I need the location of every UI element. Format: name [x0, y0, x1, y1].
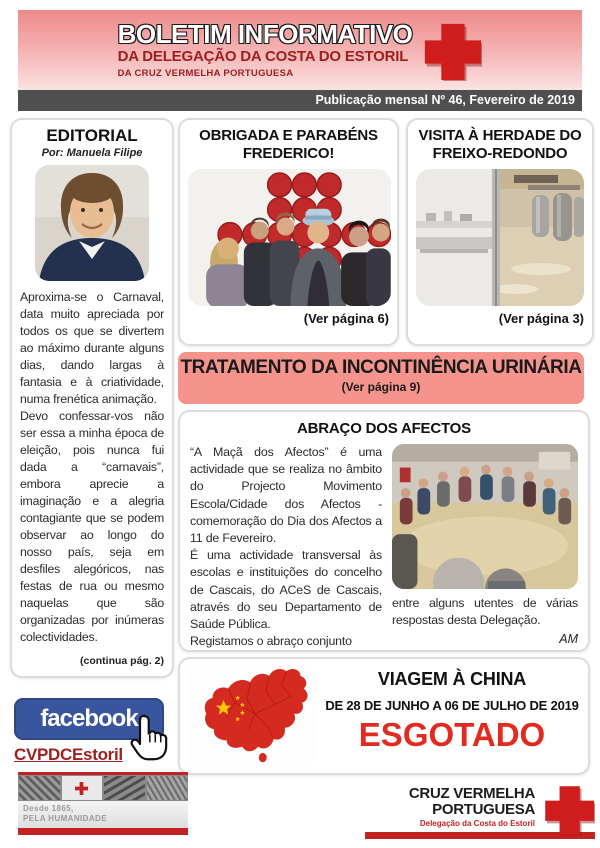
article-card-abraco — [178, 410, 590, 652]
facebook-button[interactable] — [14, 698, 164, 740]
group-photo — [188, 169, 391, 306]
cvp-logo — [365, 786, 595, 839]
masthead-subtitle: DA DELEGAÇÃO DA COSTA DO ESTORIL — [117, 48, 409, 66]
china-trip-dates: DE 28 DE JUNHO A 06 DE JULHO DE 2019 — [325, 698, 579, 713]
masthead-org-line: DA CRUZ VERMELHA PORTUGUESA — [117, 68, 294, 80]
editorial-card — [10, 118, 174, 678]
abraco-paragraph: “A Maçã dos Afectos” é uma actividade que se realiza no âmbito do Projecto Movimento Escola/Cidade dos Afectos - comemoração do Dia dos Afectos a 11 de Fevereiro. — [190, 445, 382, 546]
humanity-since: Desde 1865, — [23, 804, 74, 813]
masthead-title: BOLETIM INFORMATIVO — [117, 18, 413, 49]
red-cross-icon — [541, 782, 595, 836]
cvp-name-line1: CRUZ VERMELHA — [408, 785, 535, 802]
article-card-frederico — [178, 118, 399, 346]
abraco-paragraph: É uma actividade transversal às escolas e instituições do concelho de Cascais, do ACeS de Cascais, através do seu Departamento de Saúde Pública. — [190, 548, 382, 632]
banner-page-reference: (Ver página 9) — [341, 380, 421, 394]
issue-bar: Publicação mensal Nº 46, Fevereiro de 2019 — [18, 90, 582, 111]
banner-title: TRATAMENTO DA INCONTINÊNCIA URINÁRIA — [180, 357, 582, 378]
china-map — [188, 665, 314, 767]
editorial-byline: Por: Manuela Filipe — [41, 147, 143, 159]
photo-tile — [19, 776, 60, 800]
page-reference: (Ver página 3) — [498, 311, 584, 326]
photo-tile — [62, 776, 103, 800]
sold-out-label: ESGOTADO — [358, 716, 546, 753]
article-card-freixo — [406, 118, 594, 346]
photo-tile — [147, 776, 188, 800]
page-reference: (Ver página 6) — [303, 311, 389, 326]
china-trip-title: VIAGEM À CHINA — [377, 669, 527, 689]
editorial-portrait-photo — [35, 165, 149, 281]
cvp-delegation: Delegação da Costa do Estoril — [419, 819, 535, 828]
humanity-banner — [18, 772, 188, 835]
hand-cursor-icon — [130, 714, 174, 762]
abraco-paragraph: Registamos o abraço conjunto — [190, 634, 352, 649]
cvp-name-line2: PORTUGUESA — [432, 801, 535, 818]
editorial-paragraph: Aproxima-se o Carnaval, data muito apreciada por todos os que se divertem ao máximo durante alguns dias, dando largas à fantasia e à criatividade, numa frenética animação. — [20, 290, 164, 406]
circle-dance-photo — [392, 444, 578, 589]
article-title: ABRAÇO DOS AFECTOS — [297, 420, 471, 437]
article-title: VISITA À HERDADE DO FREIXO-REDONDO — [418, 127, 582, 162]
history-photo-strip — [18, 775, 188, 801]
photo-tile — [104, 776, 145, 800]
editorial-title: EDITORIAL — [46, 126, 138, 145]
editorial-paragraph: Devo confessar-vos não ser essa a minha época de eleição, pois nunca fui dada a “carnavais”, embora aprecie a imaginação e a alegria contagiante que se podem observar ao longo do nosso país, seja em desfiles alegóricos, nas festas de rua ou mesmo naquelas que são organizadas por inúmeras colectividades. — [20, 409, 164, 644]
editorial-continuation: (continua pág. 2) — [80, 655, 164, 667]
facebook-block — [14, 698, 182, 765]
mini-red-cross-icon — [75, 782, 88, 795]
article-title: OBRIGADA E PARABÉNS FREDERICO! — [199, 127, 378, 162]
winery-interior-photo — [416, 169, 584, 306]
facebook-page-link[interactable]: CVPDCEstoril — [14, 745, 123, 764]
facebook-logo-text: facebook — [40, 705, 138, 732]
abraco-caption: entre alguns utentes de várias respostas desta Delegação. — [392, 596, 578, 627]
red-bar — [18, 828, 188, 835]
author-initials: AM — [559, 632, 578, 646]
china-trip-card — [178, 657, 590, 775]
incontinence-banner — [178, 352, 584, 404]
humanity-motto: PELA HUMANIDADE — [23, 814, 107, 823]
masthead — [18, 10, 582, 90]
red-cross-icon — [420, 19, 482, 81]
